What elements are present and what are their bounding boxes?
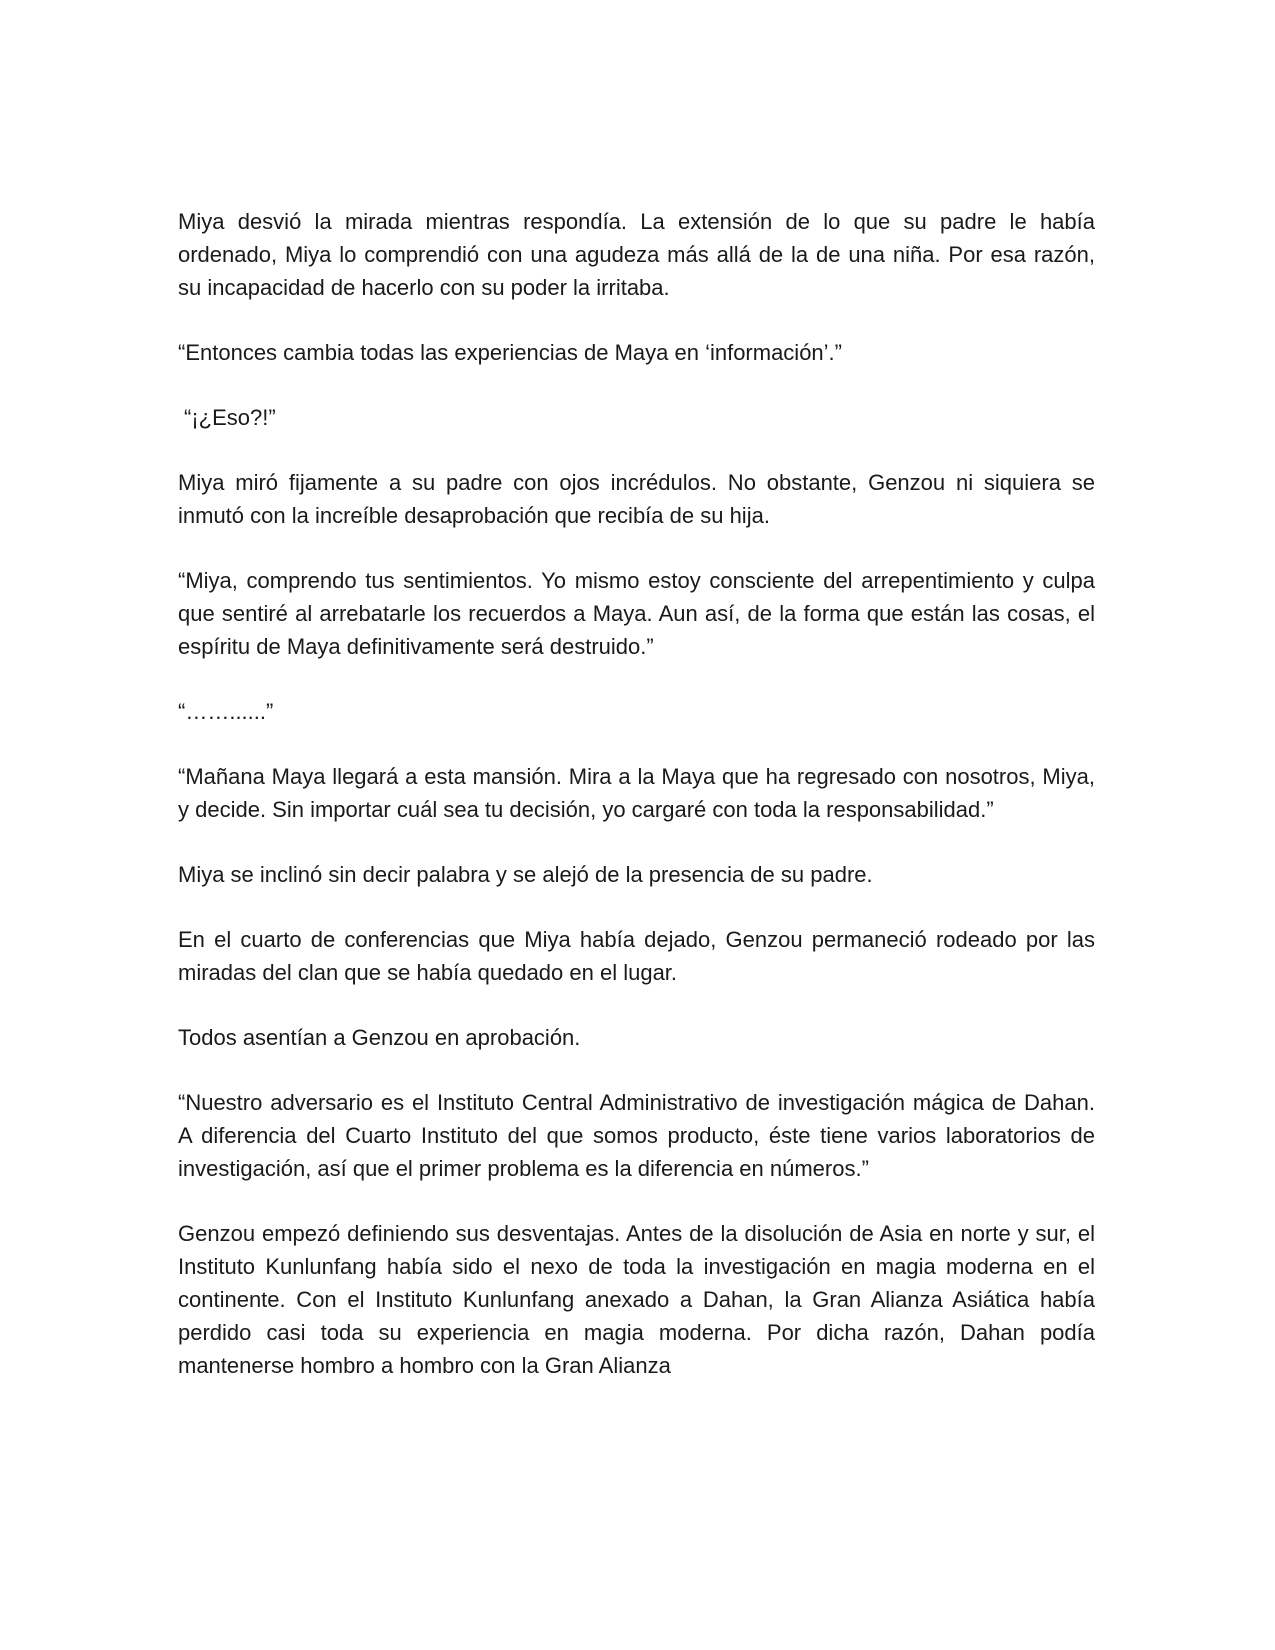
paragraph-12: Genzou empezó definiendo sus desventajas. Antes de la disolución de Asia en norte y sur, el Instituto Kunlunfang había sido el nexo de toda la investigación en magia moderna en el continente. Con el Instituto Kunlunfang anexado a Dahan, la Gran Alianza Asiática había perdido casi toda su experiencia en magia moderna. Por dicha razón, Dahan podía mantenerse hombro a hombro con la Gran Alianza	[178, 1221, 1095, 1378]
paragraph-1: Miya desvió la mirada mientras respondía. La extensión de lo que su padre le había ordenado, Miya lo comprendió con una agudeza más allá de la de una niña. Por esa razón, su incapacidad de hacerlo con su poder la irritaba.	[178, 209, 1095, 300]
paragraph-2: “Entonces cambia todas las experiencias de Maya en ‘información’.”	[178, 340, 842, 365]
paragraph-4: Miya miró fijamente a su padre con ojos incrédulos. No obstante, Genzou ni siquiera se inmutó con la increíble desaprobación que recibía de su hija.	[178, 470, 1095, 528]
paragraph-3: “¡¿Eso?!”	[184, 405, 276, 430]
paragraph-11: “Nuestro adversario es el Instituto Central Administrativo de investigación mágica de Dahan. A diferencia del Cuarto Instituto del que somos producto, éste tiene varios laboratorios de investigación, así que el primer problema es la diferencia en números.”	[178, 1090, 1095, 1181]
paragraph-6: “……......”	[178, 699, 274, 724]
document-body	[178, 205, 1095, 1414]
paragraph-5: “Miya, comprendo tus sentimientos. Yo mismo estoy consciente del arrepentimiento y culpa que sentiré al arrebatarle los recuerdos a Maya. Aun así, de la forma que están las cosas, el espíritu de Maya definitivamente será destruido.”	[178, 568, 1095, 659]
paragraph-7: “Mañana Maya llegará a esta mansión. Mira a la Maya que ha regresado con nosotros, Miya, y decide. Sin importar cuál sea tu decisión, yo cargaré con toda la responsabilidad.”	[178, 764, 1095, 822]
paragraph-9: En el cuarto de conferencias que Miya había dejado, Genzou permaneció rodeado por las miradas del clan que se había quedado en el lugar.	[178, 927, 1095, 985]
paragraph-8: Miya se inclinó sin decir palabra y se alejó de la presencia de su padre.	[178, 862, 873, 887]
paragraph-10: Todos asentían a Genzou en aprobación.	[178, 1025, 581, 1050]
